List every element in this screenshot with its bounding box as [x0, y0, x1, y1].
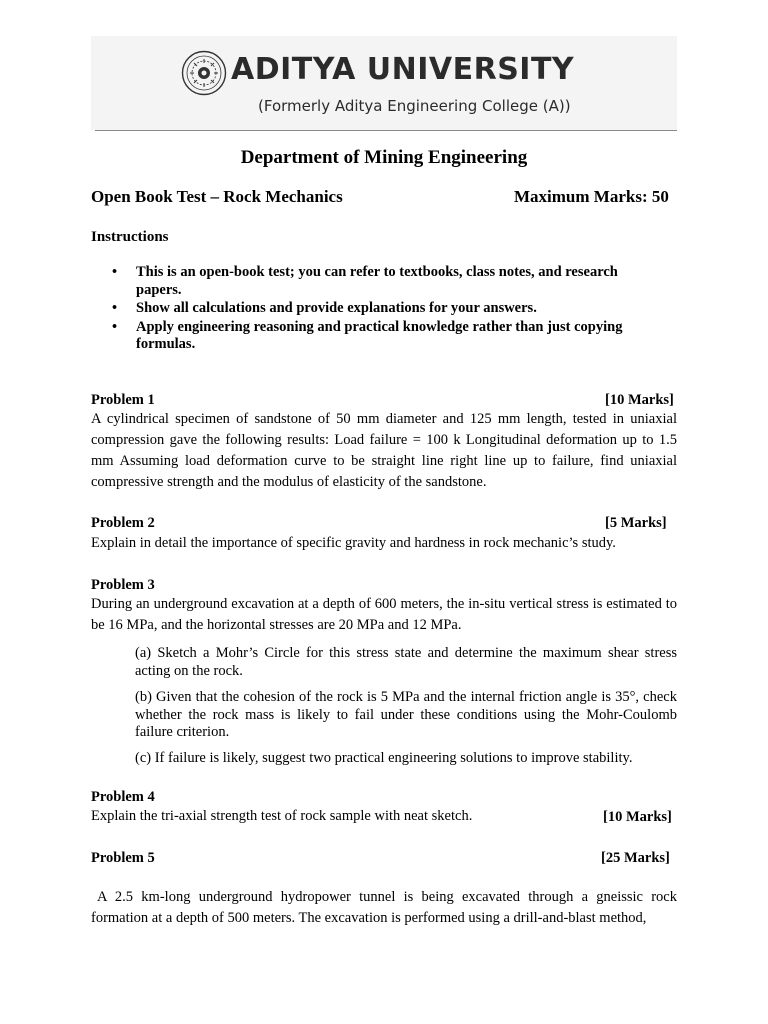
- instructions-list: [112, 264, 652, 355]
- problem-4-marks: [10 Marks]: [603, 809, 672, 825]
- header-divider: [95, 130, 677, 131]
- problem-3-text: During an underground excavation at a depth of 600 meters, the in-situ vertical stress is estimated to be 16 MPa, and the horizontal stresses are 20 MPa and 12 MPa.: [91, 596, 677, 633]
- instruction-item: • Show all calculations and provide explanations for your answers.: [112, 300, 537, 316]
- letterhead: [91, 36, 677, 130]
- problem-4-text: Explain the tri-axial strength test of rock sample with neat sketch.: [91, 808, 473, 824]
- problem-3-title: Problem 3: [91, 577, 155, 593]
- problem-1-marks: [10 Marks]: [605, 392, 674, 408]
- bullet-icon: •: [112, 264, 118, 280]
- instructions-heading: Instructions: [91, 229, 169, 245]
- department-title: Department of Mining Engineering: [240, 147, 528, 168]
- problem-2-marks: [5 Marks]: [605, 515, 667, 531]
- problem-3-part-b: (b) Given that the cohesion of the rock is 5 MPa and the internal friction angle is 35°, check whether the rock mass is likely to fail under these conditions using the Mohr-Coulomb failure criterion.: [135, 689, 677, 740]
- maximum-marks: Maximum Marks: 50: [514, 187, 669, 206]
- problem-5-text: A 2.5 km-long underground hydropower tunnel is being excavated through a gneissic rock formation at a depth of 500 meters. The excavation is performed using a drill-and-blast method,: [91, 889, 677, 926]
- university-name: ADITYA UNIVERSITY: [231, 52, 575, 87]
- problem-4-title: Problem 4: [91, 789, 155, 805]
- university-seal-icon: [181, 50, 227, 96]
- problem-2-title: Problem 2: [91, 515, 155, 531]
- problem-2-text: Explain in detail the importance of specific gravity and hardness in rock mechanic’s study.: [91, 535, 616, 551]
- bullet-icon: •: [112, 300, 118, 316]
- instruction-item: • This is an open-book test; you can refer to textbooks, class notes, and research papers.: [112, 264, 618, 298]
- problem-3-part-c: (c) If failure is likely, suggest two practical engineering solutions to improve stability.: [135, 750, 633, 766]
- university-subtitle: (Formerly Aditya Engineering College (A)): [258, 97, 571, 115]
- problem-3-part-a: (a) Sketch a Mohr’s Circle for this stress state and determine the maximum shear stress acting on the rock.: [135, 645, 677, 679]
- problem-5-marks: [25 Marks]: [601, 850, 670, 866]
- problem-1-text: A cylindrical specimen of sandstone of 50 mm diameter and 125 mm length, tested in uniaxial compression gave the following results: Load failure = 100 k Longitudinal deformation up to 1.5 mm Assuming load deformation curve to be straight line right line up to failure, find uniaxial compressive strength and the modulus of elasticity of the sandstone.: [91, 411, 677, 490]
- test-title: Open Book Test – Rock Mechanics: [91, 187, 343, 206]
- problem-5-title: Problem 5: [91, 850, 155, 866]
- problem-1-title: Problem 1: [91, 392, 155, 408]
- instruction-item: • Apply engineering reasoning and practical knowledge rather than just copying formulas.: [112, 318, 623, 352]
- bullet-icon: •: [112, 318, 118, 335]
